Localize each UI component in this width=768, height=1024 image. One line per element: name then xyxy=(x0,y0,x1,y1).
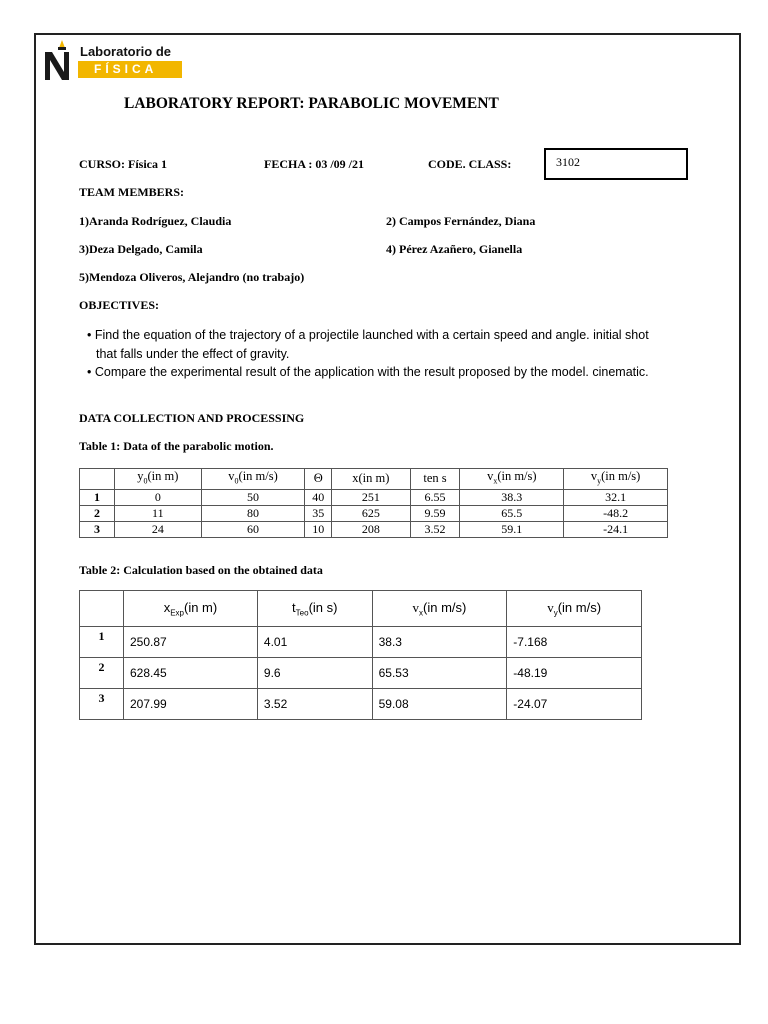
table-cell: 11 xyxy=(115,505,202,521)
table-cell: 38.3 xyxy=(460,489,564,505)
table-cell: 65.5 xyxy=(460,505,564,521)
row-number: 3 xyxy=(80,689,124,720)
objective-item: • Compare the experimental result of the application with the result proposed by the model. cinematic. xyxy=(87,365,649,379)
lab-logo xyxy=(42,38,192,84)
table-cell: 80 xyxy=(201,505,305,521)
section-heading: DATA COLLECTION AND PROCESSING xyxy=(79,411,305,425)
table1-caption: Table 1: Data of the parabolic motion. xyxy=(79,439,274,453)
course-label: CURSO: Física 1 xyxy=(79,157,167,171)
column-header: $x_{Exp}(in$ m) xyxy=(124,591,258,627)
team-member: 3)Deza Delgado, Camila xyxy=(79,242,203,256)
column-header: x(in m) xyxy=(332,469,410,490)
table-cell: 35 xyxy=(305,505,332,521)
logo-text-line1: Laboratorio de xyxy=(80,44,172,59)
table-cell: 65.53 xyxy=(372,658,507,689)
table-cell: -48.19 xyxy=(507,658,642,689)
table-calculations xyxy=(79,590,642,720)
column-header: $v_0(in$ m/s) xyxy=(201,469,305,490)
table-cell: -24.1 xyxy=(564,521,668,537)
table-row xyxy=(80,658,642,689)
table-cell: 208 xyxy=(332,521,410,537)
report-title: LABORATORY REPORT: PARABOLIC MOVEMENT xyxy=(124,95,499,112)
table-cell: 250.87 xyxy=(124,627,258,658)
table-cell: 251 xyxy=(332,489,410,505)
table-cell: 207.99 xyxy=(124,689,258,720)
table-cell: 625 xyxy=(332,505,410,521)
table-cell: 32.1 xyxy=(564,489,668,505)
objectives-list xyxy=(78,326,668,382)
table-cell: 3.52 xyxy=(257,689,372,720)
column-header: $v_x(in$ m/s) xyxy=(460,469,564,490)
table-cell: -7.168 xyxy=(507,627,642,658)
table-corner-cell xyxy=(80,469,115,490)
table-header-row xyxy=(80,591,642,627)
row-number: 2 xyxy=(80,658,124,689)
row-number: 1 xyxy=(80,627,124,658)
table-cell: 59.08 xyxy=(372,689,507,720)
table-cell: 3.52 xyxy=(410,521,460,537)
date-label: FECHA : 03 /09 /21 xyxy=(264,157,365,171)
table-row xyxy=(80,505,668,521)
team-member: 5)Mendoza Oliveros, Alejandro (no trabajo) xyxy=(79,270,305,284)
table-cell: 9.6 xyxy=(257,658,372,689)
column-header: $v_y(in$ m/s) xyxy=(507,591,642,627)
team-member: 4) Pérez Azañero, Gianella xyxy=(386,242,523,256)
table-cell: 38.3 xyxy=(372,627,507,658)
university-logo-icon xyxy=(42,38,76,84)
objective-item: • Find the equation of the trajectory of a projectile launched with a certain speed and angle. initial shot that falls under the effect of gravity. xyxy=(87,328,649,361)
table-cell: 40 xyxy=(305,489,332,505)
column-header: $t_{Teo}(in$ s) xyxy=(257,591,372,627)
table-cell: 24 xyxy=(115,521,202,537)
table-cell: 9.59 xyxy=(410,505,460,521)
code-class-label: CODE. CLASS: xyxy=(428,157,512,171)
table-row xyxy=(80,521,668,537)
team-member: 2) Campos Fernández, Diana xyxy=(386,214,536,228)
table-corner-cell xyxy=(80,591,124,627)
table-row xyxy=(80,627,642,658)
table-cell: 6.55 xyxy=(410,489,460,505)
table-cell: 59.1 xyxy=(460,521,564,537)
column-header: $v_y(in$ m/s) xyxy=(564,469,668,490)
objectives-heading: OBJECTIVES: xyxy=(79,298,160,312)
table2-caption: Table 2: Calculation based on the obtained data xyxy=(79,563,323,577)
table-cell: 10 xyxy=(305,521,332,537)
table-parabolic-data xyxy=(79,468,668,538)
table-cell: -24.07 xyxy=(507,689,642,720)
table-cell: 60 xyxy=(201,521,305,537)
code-class-value: 3102 xyxy=(544,148,688,180)
logo-text-line2: FÍSICA xyxy=(78,61,182,78)
table-cell: 628.45 xyxy=(124,658,258,689)
column-header: $v_x(in$ m/s) xyxy=(372,591,507,627)
table-row xyxy=(80,689,642,720)
table-cell: 4.01 xyxy=(257,627,372,658)
table-row xyxy=(80,489,668,505)
column-header: $y_0(in$ m) xyxy=(115,469,202,490)
row-number: 3 xyxy=(80,521,115,537)
team-heading: TEAM MEMBERS: xyxy=(79,185,184,199)
table-cell: 50 xyxy=(201,489,305,505)
row-number: 2 xyxy=(80,505,115,521)
row-number: 1 xyxy=(80,489,115,505)
column-header: ten s xyxy=(410,469,460,490)
team-member: 1)Aranda Rodríguez, Claudia xyxy=(79,214,232,228)
table-cell: -48.2 xyxy=(564,505,668,521)
column-header: Θ xyxy=(305,469,332,490)
table-cell: 0 xyxy=(115,489,202,505)
table-header-row xyxy=(80,469,668,490)
